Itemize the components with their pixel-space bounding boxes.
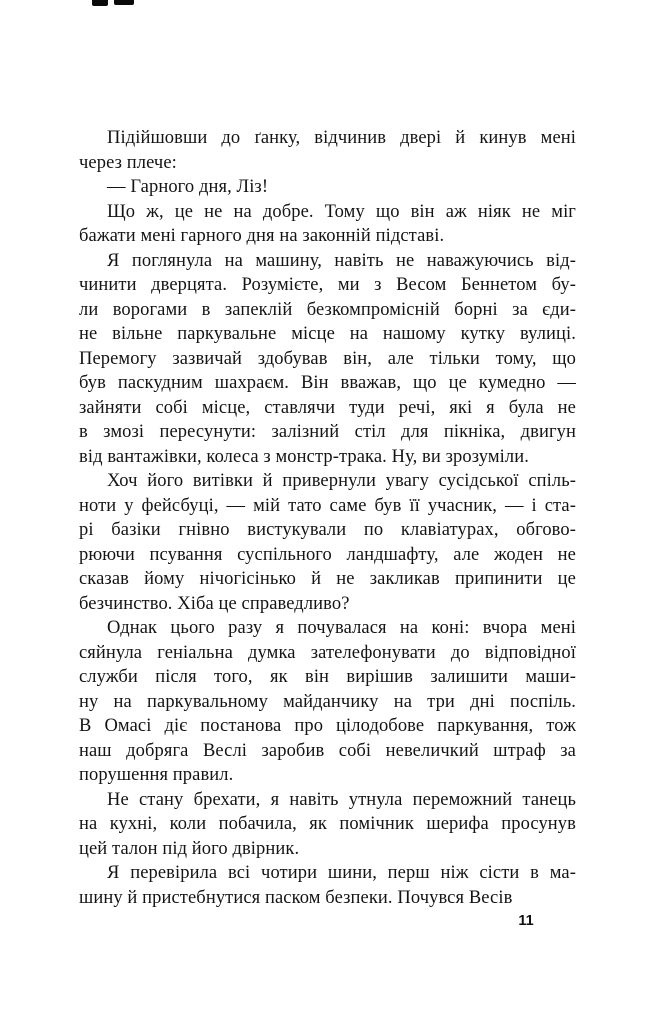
text-line: ну на паркувальному майданчику на три дні поспіль. — [79, 691, 576, 712]
text-line: через плече: — [79, 152, 177, 173]
text-line: сказав йому нічогісінько й не закликав припинити це — [79, 569, 576, 589]
paragraph — [79, 249, 576, 470]
text-line: Я перевірила всі чотири шини, перш ніж сісти в ма- — [107, 863, 576, 883]
text-line: ли ворогами в запеклій безкомпромісній борні за єди- — [79, 299, 576, 320]
text-line: служби після того, як він вирішив залишити маши- — [79, 667, 576, 687]
text-line: порушення правил. — [79, 765, 234, 785]
paragraph — [79, 788, 576, 862]
text-line: наш добряга Веслі заробив собі невеличкий штраф за — [79, 740, 576, 761]
text-line: на кухні, коли побачила, як помічник шерифа просунув — [79, 814, 576, 834]
text-line: рі базіки гнівно вистукували по клавіатурах, обгово- — [79, 520, 576, 540]
text-line: був паскудним шахраєм. Він вважав, що це кумедно — — [79, 373, 576, 393]
text-line: цей талон під його двірник. — [79, 838, 300, 859]
text-line: Однак цього разу я почувалася на коні: вчора мені — [107, 618, 576, 638]
text-line: — Гарного дня, Ліз! — [107, 177, 269, 197]
text-line: не вільне паркувальне місце на нашому кутку вулиці. — [79, 324, 576, 344]
text-line: бажати мені гарного дня на законній підставі. — [79, 226, 445, 246]
text-line: зайняти собі місце, ставлячи туди речі, які я була не — [79, 397, 576, 418]
scan-artifact — [114, 0, 134, 5]
text-line: Не стану брехати, я навіть утнула переможний танець — [107, 789, 576, 810]
paragraph — [79, 126, 576, 175]
text-line: Підійшовши до ґанку, відчинив двері й кинув мені — [107, 128, 576, 148]
text-line: Я поглянула на машину, навіть не наважуючись від- — [107, 250, 576, 271]
paragraph — [79, 200, 576, 249]
text-line: рюючи псування суспільного ландшафту, але жоден не — [79, 544, 576, 565]
text-line: Перемогу зазвичай здобував він, але тільки тому, що — [79, 348, 576, 369]
text-line: Хоч його витівки й привернули увагу сусідської спіль- — [107, 471, 576, 491]
text-line: сяйнула геніальна думка зателефонувати до відповідної — [79, 642, 576, 663]
page-number: 11 — [518, 913, 534, 929]
text-line: від вантажівки, колеса з монстр-трака. Ну, ви зрозуміли. — [79, 446, 529, 467]
text-line: Що ж, це не на добре. Тому що він аж ніяк не міг — [107, 201, 576, 222]
text-line: чинити дверцята. Розумієте, ми з Весом Беннетом бу- — [79, 275, 576, 295]
paragraph — [79, 175, 576, 200]
paragraph — [79, 469, 576, 616]
scan-artifact — [92, 0, 108, 6]
paragraph — [79, 861, 576, 910]
text-line: ноти у фейсбуці, — мій тато саме був її учасник, — і ста- — [79, 495, 576, 516]
text-line: безчинство. Хіба це справедливо? — [79, 593, 350, 614]
page-text — [79, 126, 576, 910]
text-line: в змозі пересунути: залізний стіл для пікніка, двигун — [79, 422, 576, 442]
text-line: шину й пристебнутися паском безпеки. Почувся Весів — [79, 887, 513, 908]
paragraph — [79, 616, 576, 788]
text-line: В Омасі діє постанова про цілодобове паркування, тож — [79, 716, 576, 736]
